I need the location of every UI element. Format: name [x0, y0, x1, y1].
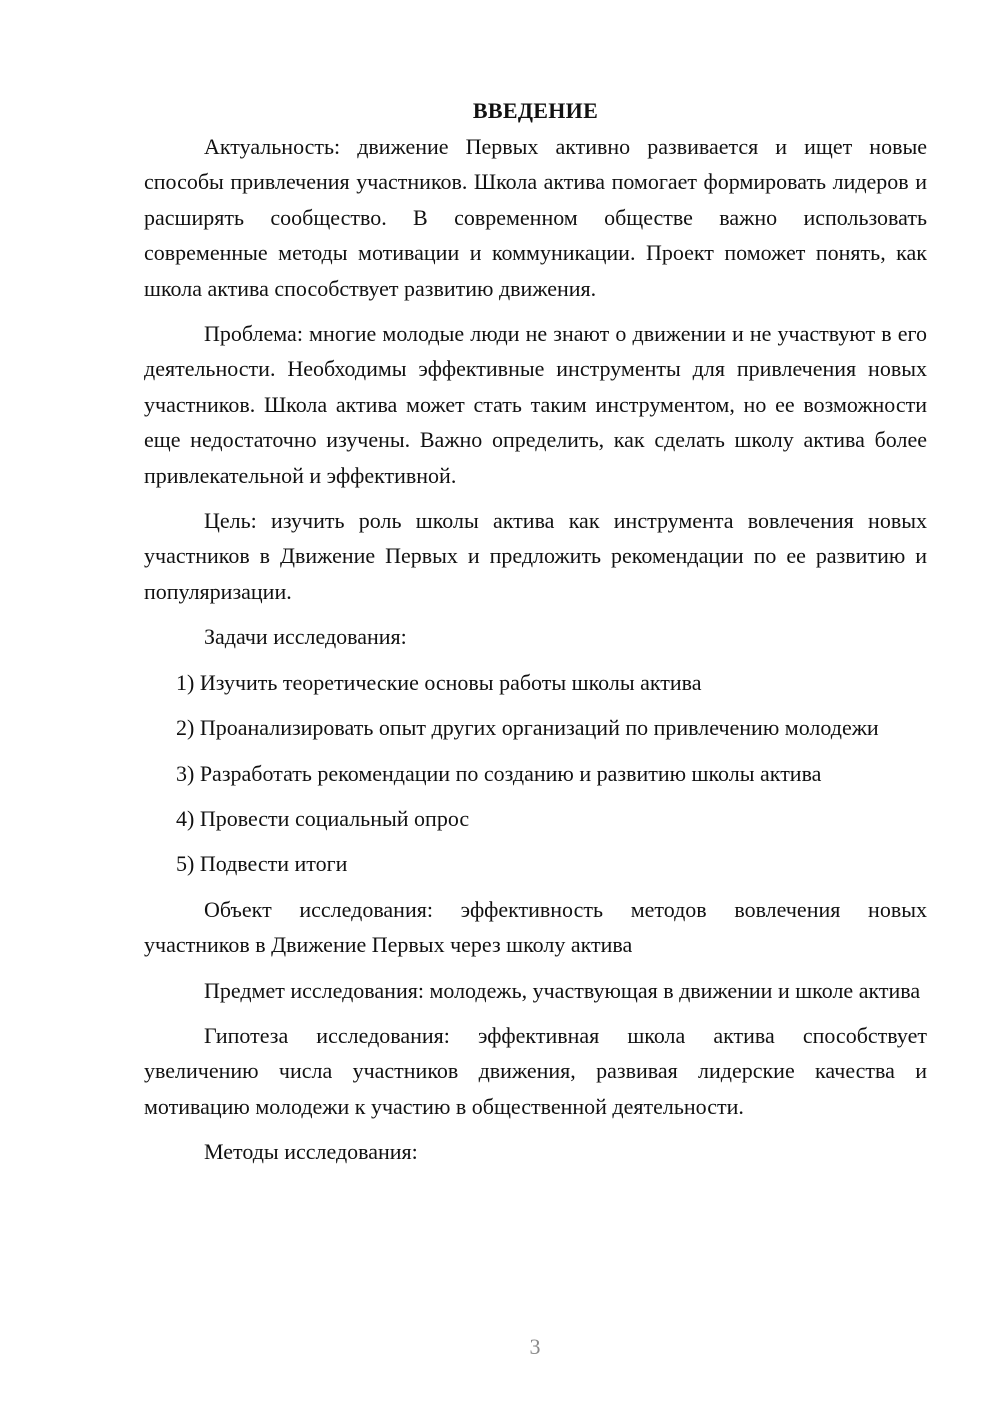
- page-number: 3: [529, 1334, 541, 1359]
- paragraph-object: Объект исследования: эффективность методов вовлечения новых участников в Движение Первых через школу актива: [144, 896, 927, 958]
- task-item-3: 3) Разработать рекомендации по созданию и развитию школы актива: [176, 760, 822, 786]
- task-item-4: 4) Провести социальный опрос: [176, 805, 470, 831]
- methods-title: Методы исследования:: [204, 1139, 418, 1165]
- paragraph-relevance: Актуальность: движение Первых активно развивается и ищет новые способы привлечения участников. Школа актива помогает формировать лидеров и расширять сообщество. В современном обществе важно использовать современные методы мотивации и коммуникации. Проект поможет понять, как школа актива способствует развитию движения.: [144, 134, 927, 301]
- task-item-5: 5) Подвести итоги: [176, 851, 348, 877]
- paragraph-goal: Цель: изучить роль школы актива как инструмента вовлечения новых участников в Движение Первых и предложить рекомендации по ее развитию и популяризации.: [144, 508, 927, 604]
- task-item-2: 2) Проанализировать опыт других организаций по привлечению молодежи: [176, 715, 879, 741]
- tasks-title: Задачи исследования:: [204, 624, 407, 650]
- paragraph-hypothesis: Гипотеза исследования: эффективная школа актива способствует увеличению числа участников движения, развивая лидерские качества и мотивацию молодежи к участию в общественной деятельности.: [144, 1022, 927, 1119]
- section-heading: ВВЕДЕНИЕ: [472, 98, 599, 123]
- task-item-1: 1) Изучить теоретические основы работы школы актива: [176, 669, 702, 695]
- paragraph-subject: Предмет исследования: молодежь, участвующая в движении и школе актива: [204, 977, 921, 1003]
- page-content: [144, 93, 927, 1180]
- paragraph-problem: Проблема: многие молодые люди не знают о движении и не участвуют в его деятельности. Необходимы эффективные инструменты для привлечения новых участников. Школа актива может стать таким инструментом, но ее возможности еще недостаточно изучены. Важно определить, как сделать школу актива более привлекательной и эффективной.: [144, 321, 927, 488]
